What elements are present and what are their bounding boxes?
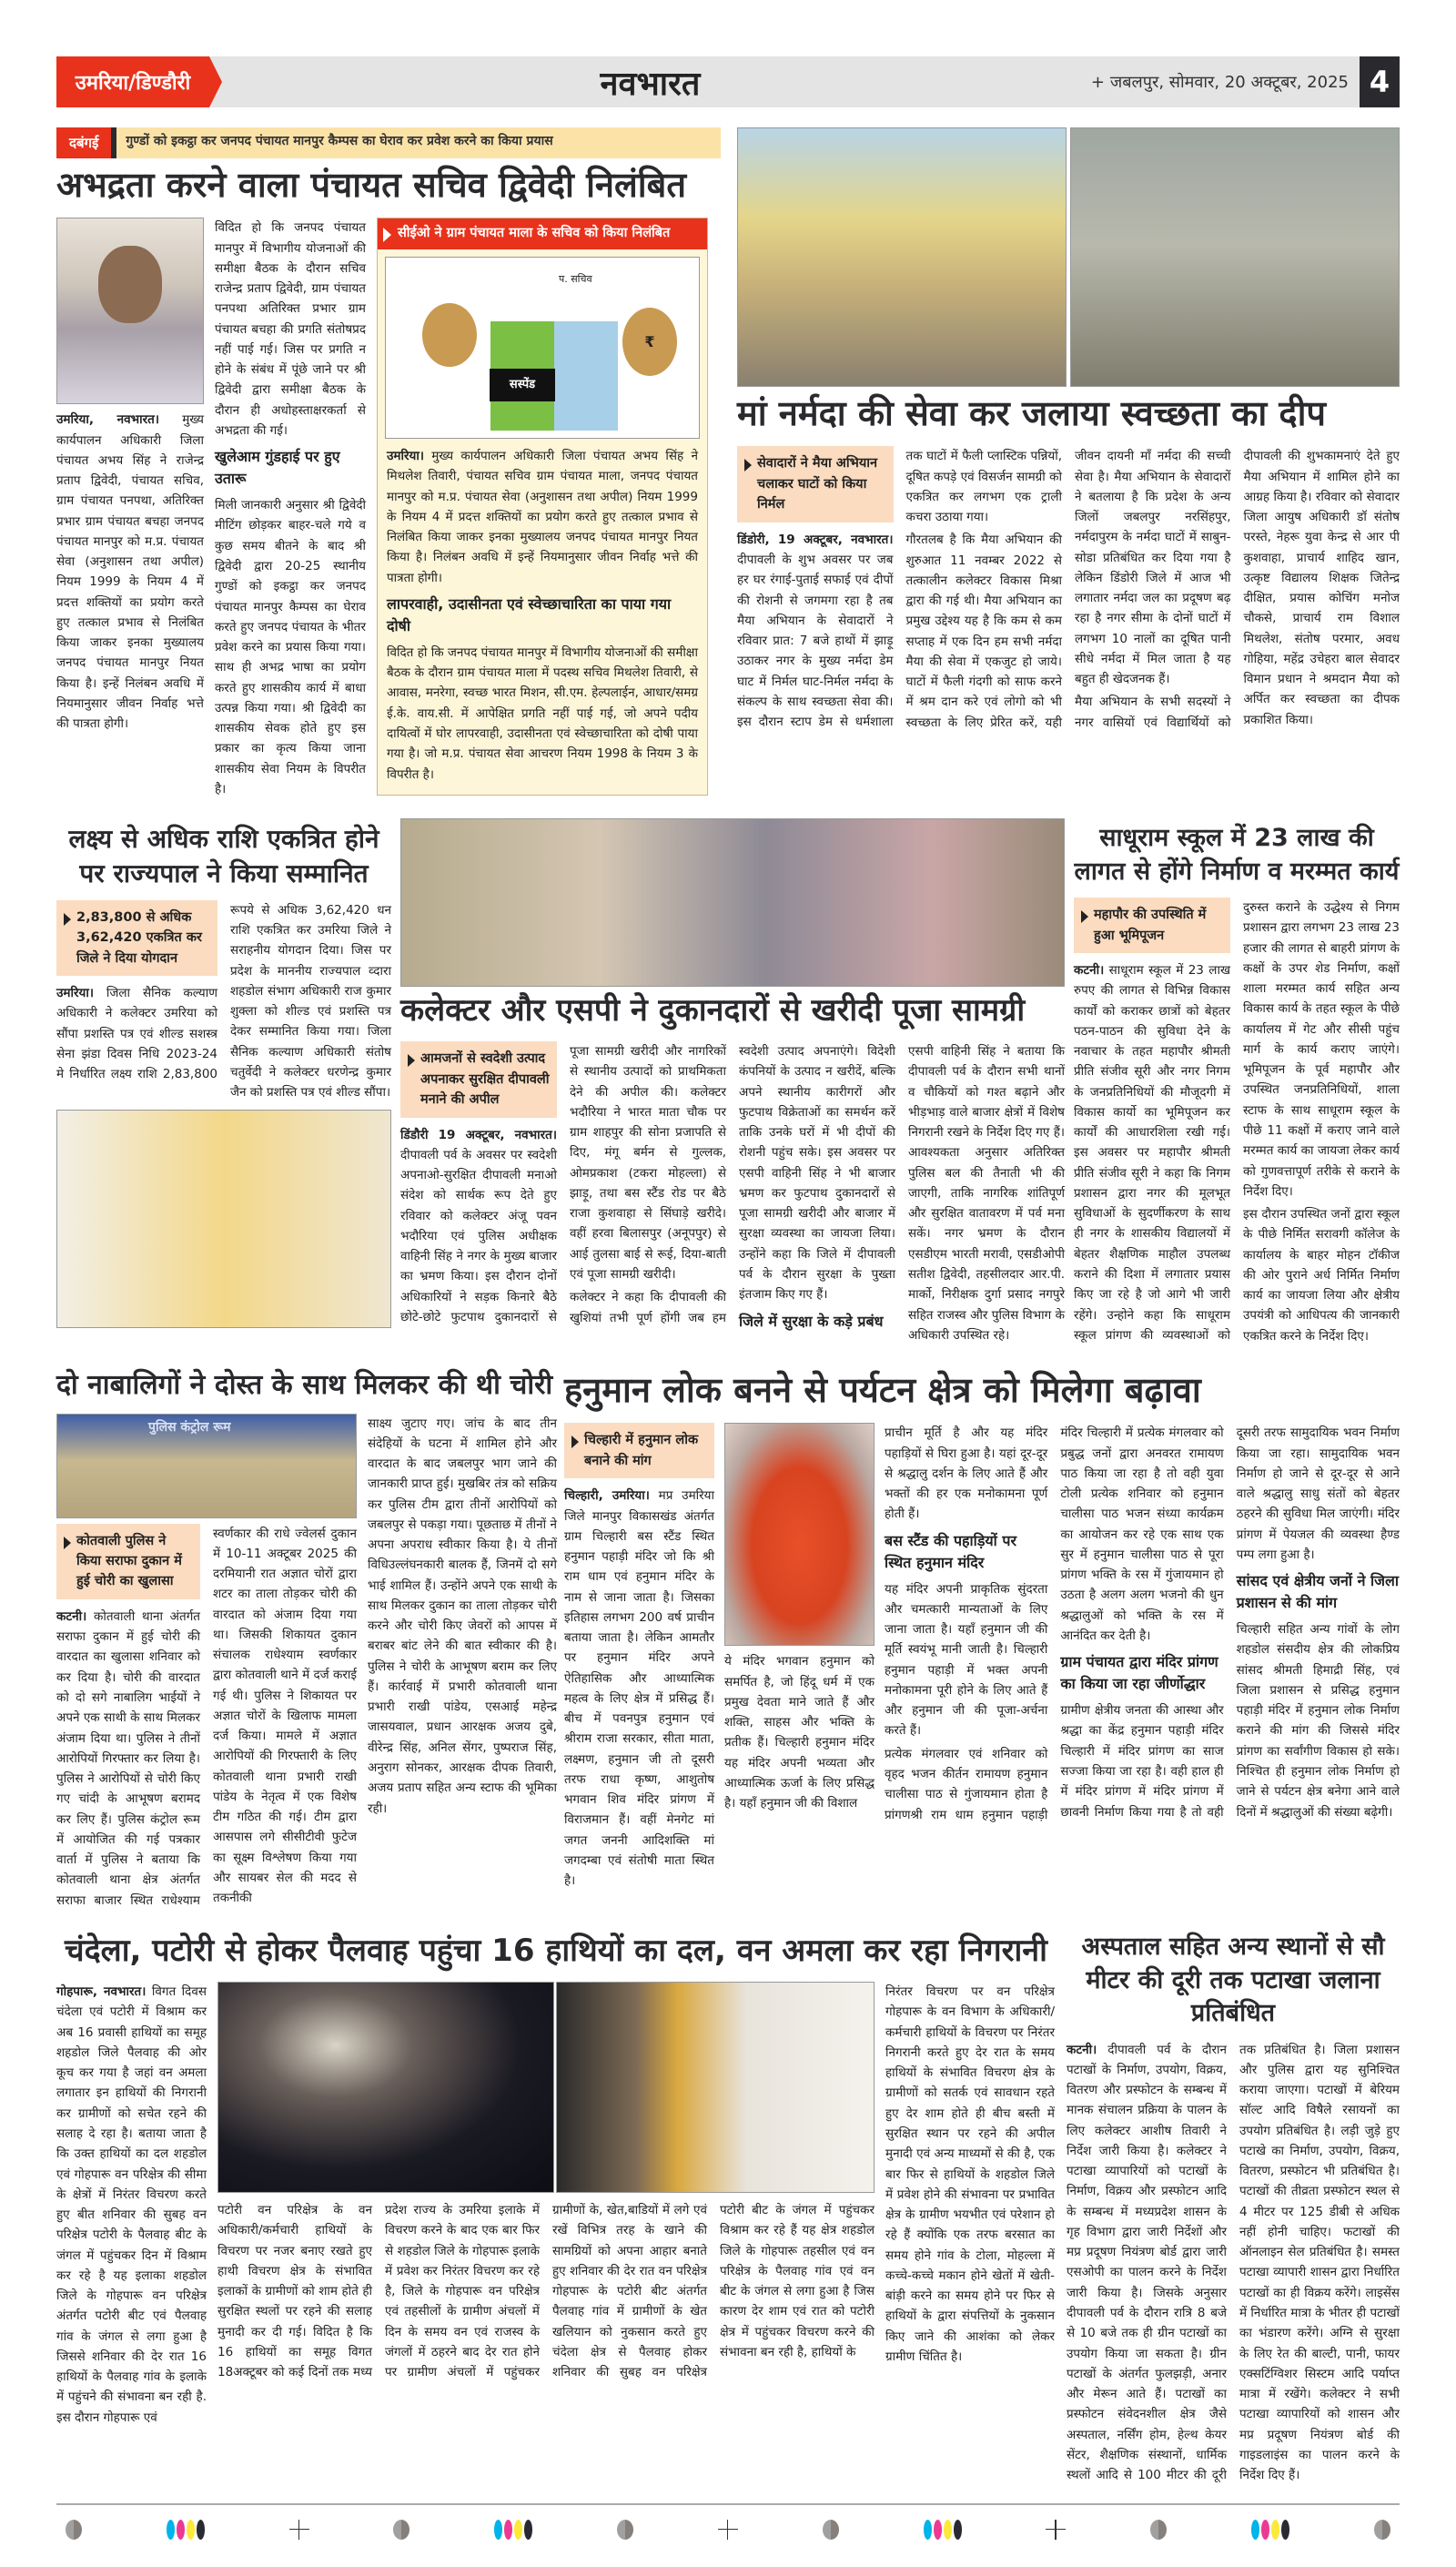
paragraph: साक्ष्य जुटाए गए। जांच के बाद तीन संदेहियों के घटना में शामिल होने और वारदात के बाद जबलपुर भाग जाने की जानकारी प्राप्त हुई। मुखबिर तंत्र को सक्रिय कर पुलिस टीम द्वारा तीनों आरोपियों को जबलपुर से पकड़ा गया। पूछताछ में तीनों ने अपना अपराध स्वीकार किया है। ये तीनों विधिउल्लंघनकारी बालक हैं, जिनमें दो सगे भाई शामिल हैं। उन्होंने अपने एक साथी के साथ मिलकर दुकान का ताला तोड़कर चोरी करने और चोरी किए जेवरों को आपस में बराबर बांट लेने की बात स्वीकार की है। पुलिस ने चोरी के आभूषण बराम कर लिए हैं। कार्रवाई में प्रभारी कोतवाली थाना प्रभारी राखी पांडेय, एसआई महेन्द्र जासयवाल, प्रधान आरक्षक अजय दुबे, वीरेन्द्र सिंह, अनिल सेंगर, पुष्पराज सिंह, अनुराग सोनकर, आरक्षक दीपक तिवारी, अजय प्रताप सहित अन्य स्टाफ की भूमिका रही।	[368, 1415, 557, 1816]
article-body	[1067, 2040, 1400, 2487]
headline: दो नाबालिगों ने दोस्त के साथ मिलकर की थी चोरी	[56, 1369, 553, 1401]
headline: कलेक्टर और एसपी ने दुकानदारों से खरीदी पूजा सामग्री	[400, 992, 1026, 1030]
article-narmada-cleanliness	[737, 127, 1400, 733]
dateline-lead: उमरिया, नवभारत।	[56, 412, 159, 428]
paragraph: विदित हो कि जनपद पंचायत मानपुर में विभागीय योजनाओं की समीक्षा बैठक के दौरान ग्राम पंचायत माला में पदस्थ सचिव मिथलेश तिवारी, से आवास, मनरेगा, स्वच्छ भारत मिशन, सी.एम. हेल्पलाईन, आधार/समग्र ई.के. वाय.सी. में आपेक्षित प्रगति नहीं पाई गई, जो अपने पदीय दायित्वों में घोर लापरवाही, उदासीनता एवं स्वेच्छाचारिता को दोषी पाया गया है। जो म.प्र. पंचायत सेवा आचरण नियम 1998 के नियम 3 के विपरीत है।	[387, 644, 698, 782]
cmyk-swatch-icon	[494, 2520, 532, 2540]
article-sadhuram-school	[1074, 818, 1400, 1347]
photo-volunteers-ghat	[737, 127, 1067, 387]
photo-forest-officials	[556, 1982, 875, 2193]
article-body	[885, 1423, 1400, 1825]
paragraph: डिंडौरी 19 अक्टूबर, नवभारत। दीपावली पर्व के अवसर पर स्वदेशी अपनाओ-सुरक्षित दीपावली मनाओ संदेश को सार्थक रूप देते हुए रविवार को कलेक्टर अंजू पवन भदौरिया एवं पुलिस अधीक्षक वाहिनी सिंह ने नगर के मुख्य बाजार का भ्रमण किया। इस दौरान दोनों अधिकारियों ने सड़क किनारे बैठे छोटे-छोटे फुटपाथ दुकानदारों से पूजा सामग्री खरीदी और नागरिकों से स्थानीय उत्पादों को प्राथमिकता देने की अपील की। कलेक्टर भदौरिया ने भारत माता चौक पर ग्राम शाहपुर की सोना प्रजापति से दिए, मंगू बर्मन से गुल्लक, ओमप्रकाश (टकरा मोहल्ला) से झाड़ू, तथा बस स्टैंड रोड पर बैठे राजा कुशवाहा से सिंघाड़े खरीदे। वहीं हरवा बिलासपुर (अनूपपुर) से आई तुलसा बाई से रूई, दिया-बाती एवं पूजा सामग्री खरीदी।	[400, 1044, 726, 1324]
paragraph: कलेक्टर ने कहा कि दीपावली की खुशियां तभी पूर्ण होंगी जब हम स्वदेशी उत्पाद अपनाएंगे। विदेशी कंपनियों के उत्पाद न खरीदें, बल्कि अपने स्थानीय कारीगरों और फुटपाथ विक्रेताओं का समर्थन करें ताकि उनके घरों में भी दीपों की रोशनी पहुंच सके। इस अवसर पर एसपी वाहिनी सिंह ने भी बाजार भ्रमण कर फुटपाथ दुकानदारों से पूजा सामग्री खरीदी और बाजार में सुरक्षा व्यवस्था का जायजा लिया। उन्होंने कहा कि जिले में दीपावली पर्व के दौरान सुरक्षा के पुख्ता इंतजाम किए गए हैं।	[570, 1044, 895, 1325]
photo-secretary	[56, 218, 204, 404]
masthead	[56, 56, 1400, 107]
paragraph: यह मंदिर अपनी प्राकृतिक सुंदरता और चमत्कारी मान्यताओं के लिए जाना जाता है। यहाँ हनुमान जी की मूर्ति स्वयंभू मानी जाती है। चिल्हारी हनुमान पहाड़ी में भक्त अपनी मनोकामना पूरी होने के लिए आते हैं और हनुमान जी की पूजा-अर्चना करते हैं।	[885, 1581, 1048, 1739]
article-theft-solved	[56, 1364, 557, 1911]
crosshair-icon	[718, 2520, 738, 2540]
article-collector-sp-shopping	[400, 818, 1065, 1345]
kicker: गुण्डों को इकट्ठा कर जनपद पंचायत मानपुर कैम्पस का घेराव कर प्रवेश करने का किया प्रयास	[126, 134, 553, 148]
kicker: महापौर की उपस्थिति में हुआ भूमिपूजन	[1074, 898, 1230, 953]
cartoon-caption: प. सचिव	[559, 273, 592, 286]
dateline-lead: कटनी।	[1067, 2042, 1097, 2057]
headline: लक्ष्य से अधिक राशि एकत्रित होने पर राज्यपाल ने किया सम्मानित	[68, 824, 379, 888]
section-tag: दबंगई	[56, 127, 116, 158]
article-body	[885, 1982, 1055, 2369]
headline: साधूराम स्कूल में 23 लाख की लागत से होंगे निर्माण व मरम्मत कार्य	[1074, 824, 1400, 886]
paragraph: गौरतलब है कि मैया अभियान की शुरुआत 11 नवम्बर 2022 से तत्कालीन कलेक्टर विकास मिश्रा द्वारा की गई थी। मैया अभियान का प्रमुख उद्देश्य यह है कि कम से कम सप्ताह में एक दिन हम सभी नर्मदा मैया की सेवा में एकजुट हो जाये। घाटों में फैली गंदगी को साफ करने में श्रम दान करे एवं लोगो को भी स्वच्छता के लिए प्रेरित करें, यही जीवन दायनी माँ नर्मदा की सच्ची सेवा है। मैया अभियान के सेवादारों ने बतलाया है कि प्रदेश के अन्य जिलों जबलपुर नरसिंहपुर, नर्मदापुरम के नर्मदा घाटों में साबुन-सोडा प्रतिबंधित कर दिया गया है लेकिन डिंडोरी जिले में आज भी लगातार नर्मदा जल का प्रदूषण बढ़ रहा है नगर सीमा के दोनों घाटों में लगभग 10 नालों का दूषित पानी सीधे नर्मदा में मिल जाता है यह बहुत ही खेदजनक हैं।	[905, 449, 1231, 730]
article-body	[400, 1041, 1065, 1345]
row-4	[56, 1927, 1400, 2487]
crosshair-icon: +	[1090, 72, 1105, 92]
cartoon-label: सस्पेंड	[490, 369, 555, 401]
subheading: सांसद एवं क्षेत्रीय जनों ने जिला प्रशासन से की मांग	[1236, 1572, 1400, 1612]
article-body	[56, 900, 391, 1103]
article-body	[368, 1414, 557, 1821]
dateline-lead: उमरिया।	[56, 986, 94, 1001]
dateline-lead: डिंडौरी 19 अक्टूबर, नवभारत।	[400, 1127, 557, 1142]
cmyk-swatch-icon	[1251, 2520, 1289, 2540]
article-body	[1074, 898, 1400, 1347]
paragraph: डिंडोरी, 19 अक्टूबर, नवभारत। दीपावली के शुभ अवसर पर जब हर घर रंगाई-पुताई सफाई एवं दीपों की रोशनी से जगमगा रहा है तब मैया अभियान के सेवादारों ने रविवार प्रात: 7 बजे हाथों में झाड़ू उठाकर नगर के मुख्य नर्मदा डेम घाट में निर्मल घाट-निर्मल नर्मदा के संकल्प के साथ स्वच्छता सेवा की। इस दौरान स्टाप डेम से धर्मशाला तक घाटों में फैली प्लास्टिक पन्नियों, दूषित कपड़े एवं विसर्जन सामग्री को एकत्रित कर लगभग एक ट्राली कचरा उठाया गया।	[737, 449, 1062, 730]
grey-dot-icon	[1374, 2520, 1390, 2540]
article-text	[564, 1486, 714, 1891]
paragraph: मिली जानकारी अनुसार श्री द्विवेदी मीटिंग छोड़कर बाहर-चले गये व कुछ समय बीतने के बाद श्री द्विवेदी द्वारा 20-25 स्थानीय गुण्डों को इकट्ठा कर जनपद पंचायत मानपुर कैम्पस का घेराव करते हुए जनपद पंचायत के भीतर प्रवेश करने का प्रयास किया गया। साथ ही अभद्र भाषा का प्रयोग करते हुए शासकीय कार्य में बाधा उत्पन्न किया गया। श्री द्विवेदी का शासकीय सेवक होते हुए इस प्रकार का कृत्य किया जाना शासकीय सेवा नियम के विपरीत है।	[215, 498, 366, 796]
dateline-lead: उमरिया।	[387, 449, 424, 464]
row-2	[56, 818, 1400, 1347]
article-body	[564, 1423, 714, 1893]
dateline	[1091, 56, 1360, 107]
page-number: 4	[1360, 56, 1400, 107]
cartoon-illustration	[385, 257, 700, 439]
kicker: कोतवाली पुलिस ने किया सराफा दुकान में हुई चोरी का खुलासा	[56, 1524, 200, 1599]
article-body	[56, 1524, 357, 1912]
photo-police-press	[56, 1414, 357, 1518]
dateline-lead: कटनी।	[1074, 963, 1105, 979]
paragraph: प्राचीन मूर्ति है और यह मंदिर पहाड़ियों से घिरा हुआ है। यहां दूर-दूर से श्रद्धालु दर्शन के लिए आते हैं और भक्तों की हर एक मनोकामना पूर्ण होती हैं।	[885, 1426, 1048, 1522]
paragraph: इस दौरान उपस्थित जनों द्वारा स्कूल के पीछे निर्मित सरावगी कॉलेज के कार्यालय के बाहर मोहन टॉकीज की ओर पुराने अर्ध निर्मित निर्माण कार्य का जायजा लिया और क्षेत्रीय उपयंत्री को आधिपत्य की जानकारी एकत्रित करने के निर्देश दिए।	[1243, 1207, 1400, 1344]
headline: चंदेला, पटोरी से होकर पैलवाह पहुंचा 16 हाथियों का दल, वन अमला कर रहा निगरानी	[65, 1933, 1047, 1970]
grey-dot-icon	[66, 2520, 82, 2540]
article-body	[56, 1982, 207, 2430]
crosshair-icon	[1046, 2520, 1066, 2540]
kicker: चिल्हारी में हनुमान लोक बनाने की मांग	[564, 1423, 714, 1478]
headline: मां नर्मदा की सेवा कर जलाया स्वच्छता का दीप	[737, 393, 1326, 433]
article-text	[1074, 898, 1400, 1347]
paragraph: कटनी। साधूराम स्कूल में 23 लाख रुपए की लागत से विभिन्न विकास कार्यों को कराकर छात्रों को बेहतर पठन-पाठन की सुविधा देने के नवाचार के तहत महापौर श्रीमती प्रीति संजीव सूरी और नगर निगम के जनप्रतिनिधियों की मौजूदगी में विकास कार्यो का भूमिपूजन कर कार्यों की आधारशिला रखी गई। इस अवसर पर महापौर श्रीमती प्रीति संजीव सूरी ने कहा कि निगम प्रशासन द्वारा नगर की मूलभूत सुविधाओं के सुदर्णीकरण के साथ ही नगर के शासकीय विद्यालयों में बेहतर शैक्षणिक माहौल उपलब्ध कराने की दिशा में लगातार प्रयास किए जा रहे है जो आगे भी जारी रहेंगे। उन्होने कहा कि साधूराम स्कूल प्रांगण की व्यवस्थाओं को दुरुस्त कराने के उद्धेश्य से निगम प्रशासन द्वारा लगभग 23 लाख 23 हजार की लागत से बाहरी प्रांगण के कक्षों के उपर शेड निर्माण, कक्षों शाला मरम्मत कार्य सहित अन्य विकास कार्य के तहत स्कूल के पीछे कार्यालय में गेट और सीसी पहुंच मार्ग के कार्य कराए जाएंगे। भूमिपूजन के पूर्व महापौर और उपस्थित जनप्रतिनिधियों, शाला स्टाफ के साथ साधूराम स्कूल के पीछे 11 कक्षों में कराए जाने वाले मरम्मत कार्य का जायजा लेकर कार्य को गुणवत्तापूर्ण तरीके से कराने के निर्देश दिए।	[1074, 900, 1400, 1343]
subheading: बस स्टैंड की पहाड़ियों पर स्थित हनुमान मंदिर	[885, 1531, 1017, 1571]
photo-hanuman-idol	[724, 1423, 875, 1646]
paragraph: कटनी। दीपावली पर्व के दौरान पटाखों के निर्माण, उपयोग, विक्रय, वितरण और प्रस्फोटन के सम्बन्ध में मानक संचालन प्रक्रिया के पालन के लिए कलेक्टर आशीष तिवारी ने निर्देश जारी किया है। कलेक्टर ने पटाखा व्यापारियों को पटाखों के निर्माण, विक्रय और प्रस्फोटन आदि के सम्बन्ध में मध्यप्रदेश शासन के गृह विभाग द्वारा जारी निर्देशों और मप्र प्रदूषण नियंत्रण बोर्ड द्वारा जारी एसओपी का पालन करने के निर्देश जारी किया है। जिसके अनुसार दीपावली पर्व के दौरान रात्रि 8 बजे से 10 बजे तक ही ग्रीन पटाखों का उपयोग किया जा सकता है। ग्रीन पटाखों के अंतर्गत फुलझड़ी, अनार और मेरून आते हैं। पटाखों का प्रस्फोटन संवेदनशील क्षेत्र जैसे अस्पताल, नर्सिंग होम, हेल्थ केयर सेंटर, शैक्षणिक संस्थानों, धार्मिक स्थलों आदि से 100 मीटर की दूरी तक प्रतिबंधित है। जिला प्रशासन और पुलिस द्वारा यह सुनिश्चित कराया जाएगा। पटाखों में बेरियम सॉल्ट आदि विषैले रसायनों का उपयोग प्रतिबंधित है। लड़ी जुड़े हुए पटाखे का निर्माण, उपयोग, विक्रय, वितरण, प्रस्फोटन भी प्रतिबंधित है। पटाखों की तीव्रता प्रस्फोटन स्थल से 4 मीटर पर 125 डीबी से अधिक नहीं होनी चाहिए। फटाखों की ऑनलाइन सेल प्रतिबंधित है। समस्त पटाखा व्यापारी शासन द्वारा निर्धारित पटाखों का ही विक्रय करेंगे। लाइसेंस में निर्धारित मात्रा के भीतर ही पटाखों का भंडारण करेंगे। अग्नि से सुरक्षा के लिए रेत की बाल्टी, पानी, फायर एक्सटिंग्विशर सिस्टम आदि पर्याप्त मात्रा में रखेंगे। कलेक्टर ने सभी पटाखा व्यापारियों को शासन और मप्र प्रदूषण नियंत्रण बोर्ड की गाइडलाइंस का पालन करने के निर्देश दिए हैं।	[1067, 2042, 1400, 2483]
headline: अभद्रता करने वाला पंचायत सचिव द्विवेदी निलंबित	[56, 165, 686, 205]
headline: अस्पताल सहित अन्य स्थानों से सौ मीटर की दूरी तक पटाखा जलाना प्रतिबंधित	[1081, 1933, 1385, 2028]
kicker: 2,83,800 से अधिक 3,62,420 एकत्रित कर जिले ने दिया योगदान	[56, 900, 217, 976]
paragraph: उमरिया। मुख्य कार्यपालन अधिकारी जिला पंचायत अभय सिंह ने मिथलेश तिवारी, पंचायत सचिव ग्राम पंचायत माला, जनपद पंचायत मानपुर को म.प्र. पंचायत सेवा (अनुशासन तथा अपील) नियम 1999 के नियम 4 में प्रदत्त शक्तियों का प्रयोग करते हुए तत्काल प्रभाव से निलंबित किया जाकर इनका मुख्यालय जनपद पंचायत मानपुर नियत किया है। निलंबन अवधि में इन्हें नियमानुसार जीवन निर्वाह भत्ते की पात्रता होगी।	[387, 449, 698, 585]
article-secretary-suspended	[56, 127, 721, 802]
paragraph: मैया अभियान के सभी सदस्यों ने नगर वासियों एवं विद्यार्थियों को दीपावली की शुभकामनाएं देते हुए मैया अभियान में शामिल होने का आग्रह किया है। रविवार को सेवादार जिला आयुष अधिकारी डॉ संतोष परस्ते, नेहरू युवा केन्द्र से आर पी कुशवाहा, प्राचार्य शाहिद खान, उत्कृष्ट विद्यालय शिक्षक जितेन्द्र दीक्षित, प्रयास कोचिंग मनोज चौकसे, प्राचार्य राम विशाल मिथलेश, संतोष परमार, अवध गोहिया, महेंद्र उचेहरा बाल सेवादर विमान प्रधान ने श्रमदान मैया को अर्पित कर स्वच्छता का दीपक प्रकाशित किया।	[1075, 449, 1400, 730]
subheading: खुलेआम गुंडहाई पर हुए उतारू	[215, 448, 340, 488]
cmyk-swatch-icon	[924, 2520, 962, 2540]
article-body	[56, 410, 204, 734]
row-3	[56, 1364, 1400, 1911]
dateline-lead: चिल्हारी, उमरिया।	[564, 1488, 650, 1504]
paragraph: ग्रामीण क्षेत्रीय जनता की आस्था और श्रद्धा का केंद्र हनुमान पहाड़ी मंदिर चिल्हारी में मंदिर प्रांगण का साज सज्जा किया जा रहा है। वही हाल ही में मंदिर प्रांगण में मंदिर प्रांगण में छावनी निर्माण किया गया है तो वही दूसरी तरफ सामुदायिक भवन निर्माण किया जा रहा। सामुदायिक भवन निर्माण हो जाने से दूर-दूर से आने वाले श्रद्धालु साधु संतों को बेहतर ठहरने की सुविधा मिल जाएंगी। मंदिर प्रांगण में पेयजल की व्यवस्था हैण्ड पम्प लगा हुआ है।	[1060, 1426, 1400, 1820]
subheading: ग्राम पंचायत द्वारा मंदिर प्रांगण का किया जा रहा जीर्णोद्धार	[1060, 1653, 1218, 1693]
paragraph: विदित हो कि जनपद पंचायत मानपुर में विभागीय योजनाओं की समीक्षा बैठक के दौरान सचिव राजेन्द्र प्रताप द्विवेदी, ग्राम पंचायत पनपथा अतिरिक्त प्रभार ग्राम पंचायत बचहा की प्रगति संतोषप्रद नहीं पाई गई। जिस पर प्रगति न होने के संबंध में पूंछे जाने पर श्री द्विवेदी द्वारा समीक्षा बैठक के दौरान ही अधोहस्ताक्षरकर्ता से अभद्रता की गई।	[215, 220, 366, 438]
money-bag-icon: ₹	[622, 308, 677, 376]
sidebar-box	[377, 218, 708, 795]
paragraph: कटनी। कोतवाली थाना अंतर्गत सराफा दुकान में हुई चोरी की वारदात का खुलासा शनिवार को कर दिया है। चोरी की वारदात को दो सगे नाबालिग भाईयों ने अपने एक साथी के साथ मिलकर अंजाम दिया था। पुलिस ने तीनों आरोपियों गिरफ्तार कर लिया है। पुलिस ने आरोपियों से चोरी किए गए चांदी के आभूषण बरामद कर लिए हैं। पुलिस कंट्रोल रूम में आयोजित की गई पत्रकार वार्ता में पुलिस ने बताया कि कोतवाली थाना क्षेत्र अंतर्गत सराफा बाजार स्थित राधेश्याम स्वर्णकार की राधे ज्वेलर्स दुकान में 10-11 अक्टूबर 2025 की दरमियानी रात अज्ञात चोरों द्वारा शटर का ताला तोड़कर चोरी की वारदात को अंजाम दिया गया था। जिसकी शिकायत दुकान संचालक राधेश्याम स्वर्णकार द्वारा कोतवाली थाने में दर्ज कराई गई थी। पुलिस ने शिकायत पर अज्ञात चोरों के खिलाफ मामला दर्ज किया। मामले में अज्ञात आरोपियों की गिरफ्तारी के लिए कोतवाली थाना प्रभारी राखी पांडेय के नेतृत्व में एक विशेष टीम गठित की गई। टीम द्वारा आसपास लगे सीसीटीवी फुटेज का सूक्ष्म विश्लेषण किया गया और सायबर सेल की मदद से तकनीकी	[56, 1526, 357, 1908]
tag-bar	[56, 127, 721, 158]
article-body	[215, 218, 366, 802]
row-1	[56, 127, 1400, 802]
box-title: सीईओ ने ग्राम पंचायत माला के सचिव को किया निलंबित	[378, 218, 707, 249]
newspaper-name: नवभारत	[600, 65, 701, 103]
dateline-lead: कटनी।	[56, 1608, 87, 1624]
photo-banner-text: पुलिस कंट्रोल रूम	[148, 1419, 231, 1435]
grey-dot-icon	[1150, 2520, 1167, 2540]
paragraph: उमरिया, नवभारत। मुख्य कार्यपालन अधिकारी जिला पंचायत अभय सिंह ने राजेन्द्र प्रताप द्विवेदी, पंचायत सचिव, ग्राम पंचायत पनपथा, अतिरिक्त प्रभार ग्राम पंचायत बचहा जनपद पंचायत मानपुर को म.प्र. पंचायत सेवा (अनुशासन तथा अपील) नियम 1999 के नियम 4 में प्रदत्त शक्तियों का प्रयोग करते हुए तत्काल प्रभाव से निलंबित किया जाकर इनका मुख्यालय जनपद पंचायत मानपुर नियत किया है। इन्हें निलंबन अवधि में नियमानुसार जीवन निर्वाह भत्ते की पात्रता होगी।	[56, 412, 204, 732]
headline: हनुमान लोक बनने से पर्यटन क्षेत्र को मिलेगा बढ़ावा	[564, 1370, 1201, 1410]
article-governor-honour	[56, 818, 391, 1328]
section-name: उमरिया/डिण्डौरी	[56, 56, 209, 107]
paragraph: ये मंदिर भगवान हनुमान को समर्पित है, जो हिंदू धर्म में एक प्रमुख देवता माने जाते हैं और शक्ति, साहस और भक्ति के प्रतीक हैं। चिल्हारी हनुमान मंदिर यह मंदिर अपनी भव्यता और आध्यात्मिक ऊर्जा के लिए प्रसिद्ध है। यहाँ हनुमान जी की विशाल	[724, 1654, 875, 1811]
article-body	[737, 446, 1400, 733]
date-text: जबलपुर, सोमवार, 20 अक्टूबर, 2025	[1109, 73, 1349, 92]
paragraph: उमरिया। जिला सैनिक कल्याण अधिकारी ने कलेक्टर उमरिया को सौंपा प्रशस्ति पत्र एवं शील्ड सशस्त्र सेना झंडा दिवस निधि 2023-24 मे निर्धारित लक्ष्य राशि 2,83,800 रूपये से अधिक 3,62,420 धन राशि एकत्रित कर उमरिया जिले ने सराहनीय योगदान दिया। जिस पर प्रदेश के माननीय राज्यपाल व्दारा शहडोल संभाग अधिकारी राज कुमार शुक्ला को शील्ड एवं प्रशस्ति पत्र देकर सम्मानित किया गया। जिला सैनिक कल्याण अधिकारी संतोष चतुर्वेदी ने कलेक्टर धरणेन्द्र कुमार जैन को प्रशस्ति पत्र एवं शील्ड सौंपा।	[56, 902, 391, 1101]
photo-market-visit	[400, 818, 1065, 987]
paragraph: चिल्हारी सहित अन्य गांवों के लोग शहडोल संसदीय क्षेत्र की लोकप्रिय सांसद श्रीमती हिमाद्री सिंह, एवं जिला प्रशासन से प्रसिद्ध हनुमान पहाड़ी मंदिर में हनुमान लोक निर्माण कराने की मांग की जिससे मंदिर प्रांगण का सर्वांगीण विकास हो सके। निश्चित ही हनुमान लोक निर्माण हो जाने से पर्यटन क्षेत्र बनेगा आने वाले दिनों में श्रद्धालुओं की संख्या बढ़ेगी।	[1236, 1622, 1400, 1820]
crosshair-icon	[289, 2520, 309, 2540]
paragraph: चिल्हारी, उमरिया। मप्र उमरिया जिले मानपुर विकासखंड अंतर्गत ग्राम चिल्हारी बस स्टैंड स्थित हनुमान पहाड़ी मंदिर जो कि श्री राम धाम एवं हनुमान मंदिर के नाम से जाना जाता है। जिसका इतिहास लगभग 200 वर्ष प्राचीन बताया जाता है। लेकिन आमतौर पर हनुमान मंदिर अपने ऐतिहासिक और आध्यात्मिक महत्व के लिए क्षेत्र में प्रसिद्ध हैं। बीच में पवनपुत्र हनुमान एवं श्रीराम राजा सरकार, सीता माता, लक्ष्मण, हनुमान जी तो दूसरी तरफ राधा कृष्ण, आशुतोष भगवान शिव मंदिर प्रांगण में विराजमान हैं। वहीं मेनगेट मां जगत जननी आदिशक्ति मां जगदम्बा एवं संतोषी माता स्थित है।	[564, 1488, 714, 1889]
print-registration-marks	[56, 2505, 1400, 2540]
article-body	[724, 1651, 875, 1813]
paragraph: एसपी वाहिनी सिंह ने बताया कि दीपावली पर्व के दौरान सभी थानों व चौकियों को गश्त बढ़ाने और भीड़भाड़ वाले बाजार क्षेत्रों में विशेष निगरानी रखने के निर्देश दिए गए हैं। आवश्यकता अनुसार अतिरिक्त पुलिस बल की तैनाती भी की जाएगी, ताकि नागरिक शांतिपूर्ण और सुरक्षित वातावरण में पर्व मना सकें। नगर भ्रमण के दौरान एसडीएम भारती मरावी, एसडीओपी सतीश द्विवेदी, तहसीलदार आर.पी. मार्को, निरीक्षक दुर्गा प्रसाद नगपुरे सहित राजस्व और पुलिस विभाग के अधिकारी उपस्थित रहे।	[908, 1044, 1065, 1343]
cmyk-swatch-icon	[167, 2520, 205, 2540]
article-elephant-herd	[56, 1927, 1056, 2430]
subheading: जिले में सुरक्षा के कड़े प्रबंध	[739, 1312, 884, 1330]
grey-dot-icon	[393, 2520, 410, 2540]
photo-shield-presentation	[56, 1110, 391, 1328]
kicker: सेवादारों ने मैया अभियान चलाकर घाटों को किया निर्मल	[737, 446, 894, 522]
paragraph: निरंतर विचरण पर वन परिक्षेत्र गोहपारू के वन विभाग के अधिकारी/कर्मचारी हाथियों के विचरण पर निरंतर निगरानी करते हुए देर रात के समय हाथियों के संभावित विचरण क्षेत्र के ग्रामीणों को सतर्क एवं सावधान रहते हुए देर शाम होते ही बीच बस्ती में सुरक्षित स्थान पर रहने की अपील मुनादी एवं अन्य माध्यमों से की है, एक बार फिर से हाथियों के शहडोल जिले में प्रवेश होने की संभावना पर प्रभावित क्षेत्र के ग्रामीण भयभीत एवं परेशान हो रहे हैं क्योंकि एक तरफ बरसात का समय होने गांव के टोला, मोहल्ला में कच्चे-कच्चे मकान होने खेतों में खेती-बांड़ी करने का समय होने पर फिर से हाथियों के द्वारा संपत्तियों के नुकसान किए जाने की आशंका को लेकर ग्रामीण चिंतित है।	[885, 1984, 1055, 2364]
paragraph: पटोरी वन परिक्षेत्र के वन अधिकारी/कर्मचारी हाथियों के विचरण पर नजर बनाए रखते हुए हाथी विचरण क्षेत्र के संभावित इलाकों के ग्रामीणों को शाम होते ही सुरक्षित स्थलों पर रहने की सलाह मुनादी कर दी गई। विदित है कि 16 हाथियों का समूह विगत 18अक्टूबर को कई दिनों तक मध्य प्रदेश राज्य के उमरिया इलाके में विचरण करने के बाद एक बार फिर से शहडोल जिले के गोहपारू इलाके में प्रवेश कर निरंतर विचरण कर रहे है, जिले के गोहपारू वन परिक्षेत्र एवं तहसीलों के ग्रामीण अंचलों में दिन के समय वन एवं राजस्व के जंगलों में ठहरने बाद देर रात होने पर ग्रामीण अंचलों में पहुंचकर ग्रामीणों के, खेत,बाडियों में लगे एवं रखें विभित्र तरह के खाने की सामग्रियों को अपना आहार बनाते हुए शनिवार की देर रात वन परिक्षेत्र गोहपारू के पटोरी बीट अंतर्गत पैलवाह गांव में ग्रामीणों के खेत खलियान को नुकसान करते हुए चंदेला क्षेत्र से पैलवाह होकर शनिवार की सुबह वन परिक्षेत्र पटोरी बीट के जंगल में पहुंचकर विश्राम कर रहे हैं यह क्षेत्र शहडोल जिले के गोहपारू तहसील एवं वन परिक्षेत्र के पैलवाह गांव एवं वन बीट के जंगल से लगा हुआ है जिस कारण देर शाम एवं रात को पटोरी क्षेत्र में पहुंचकर विचरण करने की संभावना बन रही है, हाथियों के	[217, 2203, 875, 2380]
paragraph: प्रत्येक मंगलवार एवं शनिवार को वृहद भजन कीर्तन रामायण हनुमान चालीसा पाठ से गुंजायमान होता है प्रांगणश्री राम धाम हनुमान पहाड़ी मंदिर चिल्हारी में प्रत्येक मंगलवार को प्रबुद्ध जनों द्वारा अनवरत रामायण पाठ किया जा रहा है तो वही युवा टोली प्रत्येक शनिवार को हनुमान चालीसा पाठ भजन संध्या कार्यक्रम का आयोजन कर रहे एक साथ एक सुर में हनुमान चालीसा पाठ से पूरा प्रांगण भक्ति के रस में गुंजायमान हो उठता है अलग अलग भजनो की धुन श्रद्धालुओं को भक्ति के रस में आनंदित कर देती है।	[885, 1426, 1224, 1822]
subheading: लापरवाही, उदासीनता एवं स्वेच्छाचारिता का पाया गया दोषी	[387, 594, 672, 634]
article-body	[217, 2200, 875, 2382]
photo-river-cleaning	[1070, 127, 1400, 387]
article-hanuman-lok	[564, 1364, 1400, 1894]
photo-elephant-night	[217, 1982, 554, 2193]
kicker: आमजनों से स्वदेशी उत्पाद अपनाकर सुरक्षित दीपावली मनाने की अपील	[400, 1041, 557, 1117]
dateline-lead: गोहपारू, नवभारत।	[56, 1984, 147, 2000]
article-firecracker-ban	[1067, 1927, 1400, 2487]
paragraph: गोहपारू, नवभारत। विगत दिवस चंदेला एवं पटोरी में विश्राम कर अब 16 प्रवासी हाथियों का समूह शहडोल जिले पैलवाह की ओर कूच कर गया है जहां वन अमला लगातार इन हाथियों की निगरानी कर ग्रामीणों को सचेत रहने की सलाह दे रहा है। बताया जाता है कि उक्त हाथियों का दल शहडोल एवं गोहपारू वन परिक्षेत्र की सीमा के क्षेत्रों में निरंतर विचरण करते हुए बीत शनिवार की सुबह वन परिक्षेत्र पटोरी के पैलवाह बीट के जंगल में पहुंचकर दिन में विश्राम कर रहे है यह इलाका शहडोल जिले के गोहपारू वन परिक्षेत्र अंतर्गत पटोरी बीट एवं पैलवाह गांव के जंगल से लगा हुआ है जिससे शनिवार की देर रात 16 हाथियों के पैलवाह गांव के इलाके में पहुंचने की संभावना बन रही है. इस दौरान गोहपारू एवं	[56, 1984, 207, 2425]
grey-dot-icon	[617, 2520, 633, 2540]
grey-dot-icon	[823, 2520, 839, 2540]
dateline-lead: डिंडोरी, 19 अक्टूबर, नवभारत।	[737, 532, 894, 547]
box-body	[378, 446, 707, 795]
